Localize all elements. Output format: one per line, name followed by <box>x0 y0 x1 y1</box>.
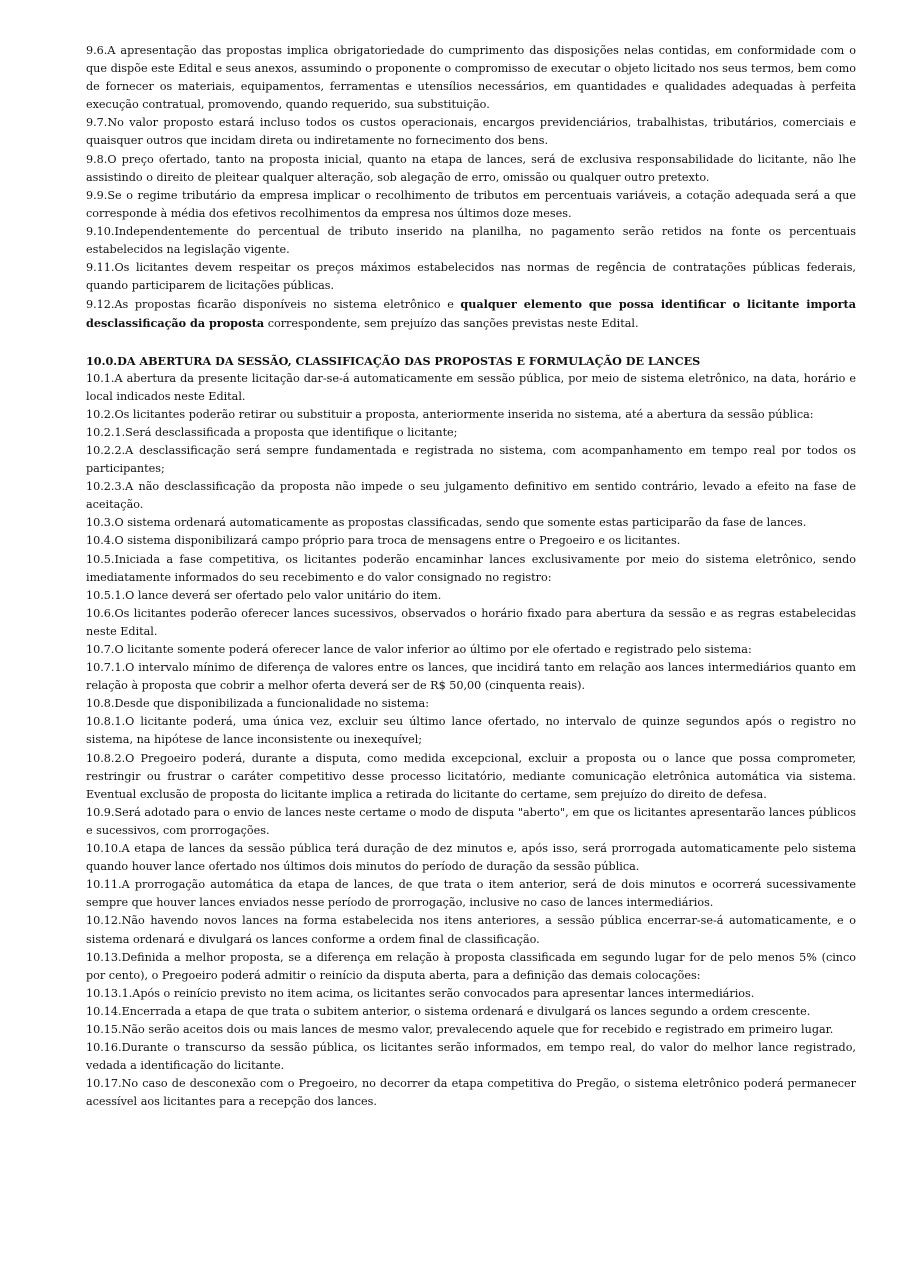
clause-9-12 <box>86 295 856 333</box>
clause-10-4: 10.4.O sistema disponibilizará campo próprio para troca de mensagens entre o Pregoeiro e os licitantes. <box>86 534 681 548</box>
clause-10-7: 10.7.O licitante somente poderá oferecer lance de valor inferior ao último por ele ofertado e registrado pelo sistema: <box>86 643 752 656</box>
clause-10-6: 10.6.Os licitantes poderão oferecer lances sucessivos, observados o horário fixado para abertura da sessão e as regras estabelecidas neste Edital. <box>86 606 856 638</box>
clause-10-9: 10.9.Será adotado para o envio de lances neste certame o modo de disputa "aberto", em que os licitantes apresentarão lances públicos e sucessivos, com prorrogações. <box>86 805 856 837</box>
clause-9-10: 9.10.Independentemente do percentual de tributo inserido na planilha, no pagamento serão retidos na fonte os percentuais estabelecidos na legislação vigente. <box>86 224 856 257</box>
clause-9-9: 9.9.Se o regime tributário da empresa implicar o recolhimento de tributos em percentuais variáveis, a cotação adequada será a que corresponde à média dos efetivos recolhimentos da empresa nos últimos doze meses. <box>86 188 856 220</box>
spacer <box>86 334 856 352</box>
clause-10-10: 10.10.A etapa de lances da sessão pública terá duração de dez minutos e, após isso, será prorrogada automaticamente pelo sistema quando houver lance ofertado nos últimos dois minutos do período de duração da sessão pública. <box>86 842 856 874</box>
clause-10-12: 10.12.Não havendo novos lances na forma estabelecida nos itens anteriores, a sessão pública encerrar-se-á automaticamente, e o sistema ordenará e divulgará os lances conforme a ordem final de classificação. <box>86 914 856 946</box>
clause-9-6: 9.6.A apresentação das propostas implica obrigatoriedade do cumprimento das disposições nelas contidas, em conformidade com o que dispõe este Edital e seus anexos, assumindo o proponente o compromisso de executar o objeto licitado nos seus termos, bem como de fornecer os materiais, equipamentos, ferramentas e utensílios necessários, em quantidades e qualidades adequadas à perfeita execução contratual, promovendo, quando requerido, sua substituição. <box>86 44 856 112</box>
clause-9-12-bold: qualquer elemento que possa identificar o licitante importa desclassificação da proposta <box>86 297 856 331</box>
clause-10-3: 10.3.O sistema ordenará automaticamente as propostas classificadas, sendo que somente estas participarão da fase de lances. <box>86 516 807 530</box>
section-10-heading: 10.0.DA ABERTURA DA SESSÃO, CLASSIFICAÇÃO DAS PROPOSTAS E FORMULAÇÃO DE LANCES <box>86 353 701 368</box>
clause-10-5-1: 10.5.1.O lance deverá ser ofertado pelo valor unitário do item. <box>86 588 442 602</box>
clause-9-12-start: 9.12.As propostas ficarão disponíveis no sistema eletrônico e <box>86 298 461 312</box>
clause-10-8-1: 10.8.1.O licitante poderá, uma única vez, excluir seu último lance ofertado, no intervalo de quinze segundos após o registro no sistema, na hipótese de lance inconsistente ou inexequível; <box>86 715 856 747</box>
clause-10-1: 10.1.A abertura da presente licitação dar-se-á automaticamente em sessão pública, por meio de sistema eletrônico, na data, horário e local indicados neste Edital. <box>86 371 856 403</box>
clause-10-15: 10.15.Não serão aceitos dois ou mais lances de mesmo valor, prevalecendo aquele que for recebido e registrado em primeiro lugar. <box>86 1022 834 1036</box>
clause-10-2-1: 10.2.1.Será desclassificada a proposta que identifique o licitante; <box>86 425 458 439</box>
clause-10-16: 10.16.Durante o transcurso da sessão pública, os licitantes serão informados, em tempo real, do valor do melhor lance registrado, vedada a identificação do licitante. <box>86 1041 856 1073</box>
clause-10-7-1: 10.7.1.O intervalo mínimo de diferença de valores entre os lances, que incidirá tanto em relação aos lances intermediários quanto em relação à proposta que cobrir a melhor oferta deverá ser de R$ 50,00 (cinquenta reais). <box>86 661 856 693</box>
clause-10-17: 10.17.No caso de desconexão com o Pregoeiro, no decorrer da etapa competitiva do Pregão, o sistema eletrônico poderá permanecer acessível aos licitantes para a recepção dos lances. <box>86 1077 856 1109</box>
clause-10-2-2: 10.2.2.A desclassificação será sempre fundamentada e registrada no sistema, com acompanhamento em tempo real por todos os participantes; <box>86 443 856 476</box>
clause-10-8-2: 10.8.2.O Pregoeiro poderá, durante a disputa, como medida excepcional, excluir a proposta ou o lance que possa comprometer, restringir ou frustrar o caráter competitivo desse processo licitatório, mediante comunicação eletrônica automática via sistema. Eventual exclusão de proposta do licitante implica a retirada do licitante do certame, sem prejuízo do direito de defesa. <box>86 751 856 801</box>
clause-10-2-3: 10.2.3.A não desclassificação da proposta não impede o seu julgamento definitivo em sentido contrário, levado a efeito na fase de aceitação. <box>86 480 856 512</box>
clause-9-11: 9.11.Os licitantes devem respeitar os preços máximos estabelecidos nas normas de regência de contratações públicas federais, quando participarem de licitações públicas. <box>86 261 856 293</box>
clause-10-11: 10.11.A prorrogação automática da etapa de lances, de que trata o item anterior, será de dois minutos e ocorrerá sucessivamente sempre que houver lances enviados nesse período de prorrogação, inclusive no caso de lances intermediários. <box>86 878 856 910</box>
clause-10-13: 10.13.Definida a melhor proposta, se a diferença em relação à proposta classificada em segundo lugar for de pelo menos 5% (cinco por cento), o Pregoeiro poderá admitir o reinício da disputa aberta, para a definição das demais colocações: <box>86 950 856 982</box>
clause-10-13-1: 10.13.1.Após o reinício previsto no item acima, os licitantes serão convocados para apresentar lances intermediários. <box>86 986 755 1000</box>
clause-9-8: 9.8.O preço ofertado, tanto na proposta inicial, quanto na etapa de lances, será de exclusiva responsabilidade do licitante, não lhe assistindo o direito de pleitear qualquer alteração, sob alegação de erro, omissão ou qualquer outro pretexto. <box>86 152 856 184</box>
clause-9-12-end: correspondente, sem prejuízo das sanções previstas neste Edital. <box>264 317 639 331</box>
clause-10-8: 10.8.Desde que disponibilizada a funcionalidade no sistema: <box>86 697 429 711</box>
clause-9-7: 9.7.No valor proposto estará incluso todos os custos operacionais, encargos previdenciários, trabalhistas, tributários, comerciais e quaisquer outros que incidam direta ou indiretamente no fornecimento dos bens. <box>86 116 856 148</box>
clause-10-5: 10.5.Iniciada a fase competitiva, os licitantes poderão encaminhar lances exclusivamente por meio do sistema eletrônico, sendo imediatamente informados do seu recebimento e do valor consignado no registro: <box>86 552 856 584</box>
section-10-items <box>86 370 856 1112</box>
clause-10-14: 10.14.Encerrada a etapa de que trata o subitem anterior, o sistema ordenará e divulgará os lances segundo a ordem crescente. <box>86 1004 811 1018</box>
section-9-items <box>86 42 856 334</box>
clause-10-2: 10.2.Os licitantes poderão retirar ou substituir a proposta, anteriormente inserida no sistema, até a abertura da sessão pública: <box>86 407 814 421</box>
